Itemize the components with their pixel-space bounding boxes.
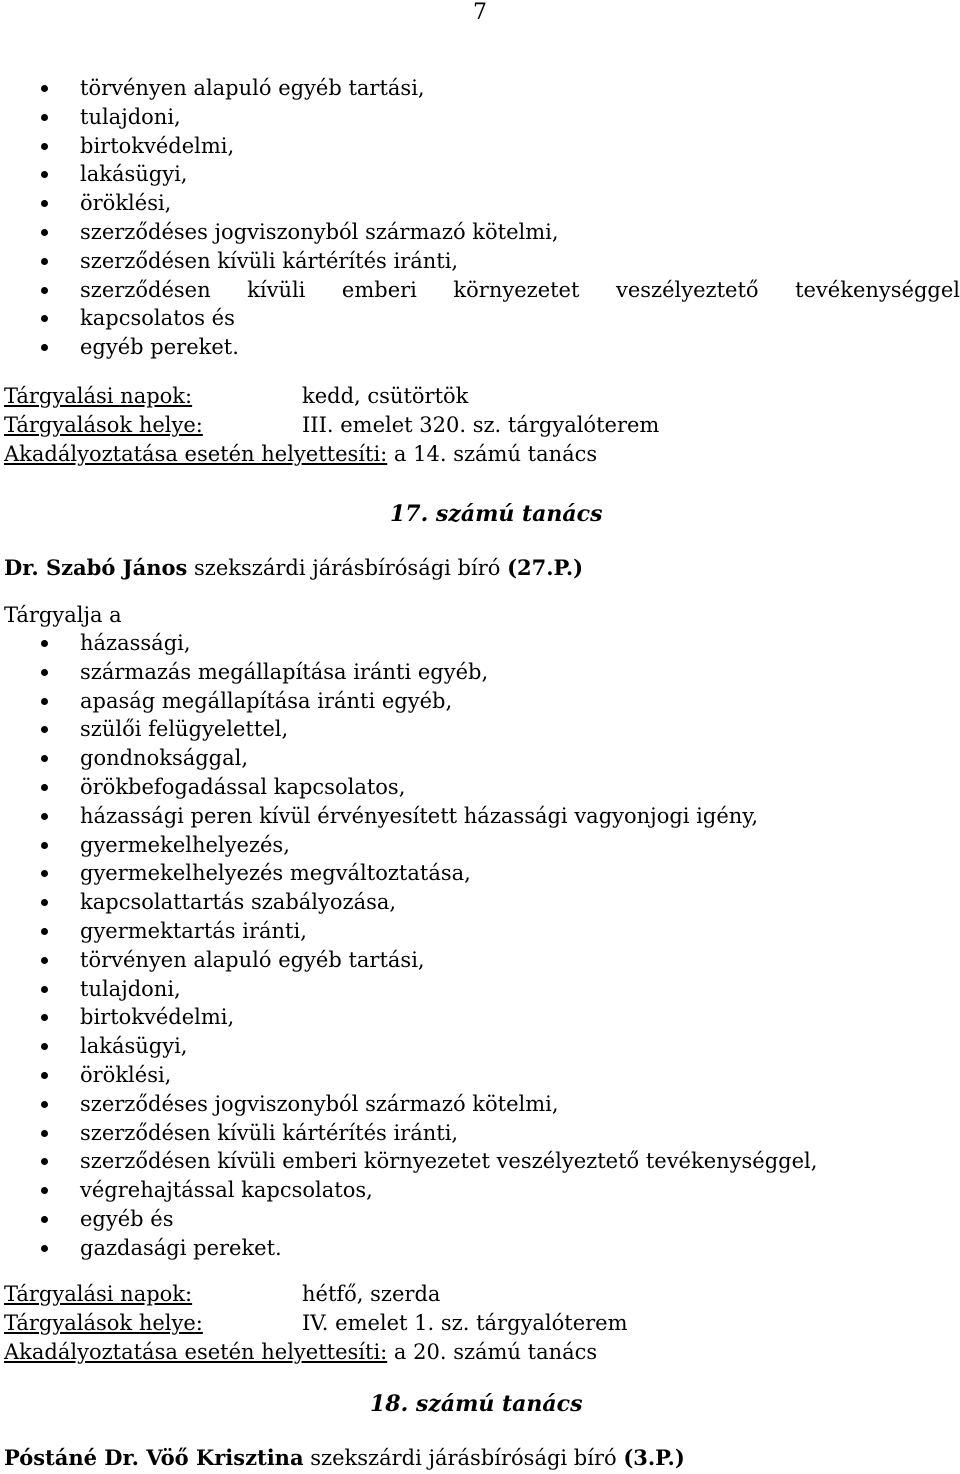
list-item-text: házassági,	[80, 631, 191, 655]
list-item-text: házassági peren kívül érvényesített házassági vagyonjogi igény,	[80, 803, 759, 828]
list-item-text: szerződéses jogviszonyból származó kötelmi,	[80, 1091, 559, 1116]
bullet-icon	[41, 784, 48, 791]
bullet-icon	[41, 986, 48, 993]
list-item-word: környezetet	[453, 277, 580, 302]
bullet-icon	[41, 85, 48, 92]
list-item	[0, 304, 960, 333]
list-item-text: öröklési,	[80, 191, 172, 216]
bullet-icon	[41, 287, 48, 294]
list-item	[0, 1176, 960, 1205]
list-item-word: veszélyeztető	[615, 277, 759, 302]
list-item-text: gyermekelhelyezés megváltoztatása,	[80, 861, 471, 886]
list-item	[0, 1147, 960, 1176]
list-item-word: emberi	[341, 277, 417, 302]
bullet-icon	[41, 315, 48, 322]
list-item	[0, 946, 960, 975]
list-item-text: birtokvédelmi,	[80, 1005, 235, 1030]
list-item	[0, 218, 960, 247]
hearing-place-row-1	[4, 411, 660, 440]
council-17-intro: Tárgyalja a	[4, 603, 122, 627]
bullet-icon	[41, 200, 48, 207]
substitute-row-1	[4, 440, 597, 469]
bullet-icon	[41, 842, 48, 849]
council-18-heading: 18. számú tanács	[370, 1391, 583, 1417]
hearing-place-value: IV. emelet 1. sz. tárgyalóterem	[302, 1311, 628, 1335]
substitute-row-2	[4, 1338, 597, 1367]
list-item-text: apaság megállapítása iránti egyéb,	[80, 688, 453, 713]
council-18-judge	[4, 1443, 685, 1473]
list-item	[0, 773, 960, 802]
hearing-days-row-1	[4, 382, 469, 411]
list-item-text: származás megállapítása iránti egyéb,	[80, 659, 489, 684]
bullet-icon	[41, 698, 48, 705]
bullet-icon	[41, 640, 48, 647]
list-item-word: szerződésen	[80, 277, 211, 302]
list-item-text: egyéb és	[80, 1206, 174, 1231]
bullet-icon	[41, 1072, 48, 1079]
judge-code: (27.P.)	[507, 555, 584, 580]
bullet-icon	[41, 114, 48, 121]
list-item	[0, 658, 960, 687]
bullet-icon	[41, 1101, 48, 1108]
list-item	[0, 276, 960, 305]
list-item	[0, 1205, 960, 1234]
list-item	[0, 1032, 960, 1061]
list-item-text: gondnoksággal,	[80, 746, 249, 771]
justified-line	[80, 276, 960, 305]
bullet-icon	[41, 171, 48, 178]
hearing-days-value: kedd, csütörtök	[302, 384, 469, 408]
list-item	[0, 189, 960, 218]
bullet-icon	[41, 229, 48, 236]
list-item	[0, 975, 960, 1004]
list-item-text: szerződésen kívüli kártérítés iránti,	[80, 248, 459, 273]
hearing-days-label: Tárgyalási napok:	[4, 384, 193, 408]
page-number: 7	[473, 0, 487, 25]
hearing-place-value: III. emelet 320. sz. tárgyalóterem	[302, 413, 660, 437]
list-item-word: tevékenységgel	[795, 277, 960, 302]
bullet-icon	[41, 813, 48, 820]
list-item-text: szülői felügyelettel,	[80, 717, 289, 742]
list-item	[0, 1090, 960, 1119]
bullet-icon	[41, 344, 48, 351]
judge-code: (3.P.)	[623, 1445, 685, 1470]
list-item-text: öröklési,	[80, 1062, 172, 1087]
substitute-value: a 14. számú tanács	[387, 442, 598, 466]
list-item-text: lakásügyi,	[80, 162, 188, 187]
list-item-text: szerződésen kívüli emberi környezetet veszélyeztető tevékenységgel,	[80, 1149, 818, 1174]
list-item	[0, 333, 960, 362]
list-item-text: végrehajtással kapcsolatos,	[80, 1178, 373, 1203]
list-item-text: törvényen alapuló egyéb tartási,	[80, 76, 425, 100]
bullet-icon	[41, 870, 48, 877]
list-item-text: gyermektartás iránti,	[80, 918, 307, 943]
bullet-icon	[41, 928, 48, 935]
list-item-text: örökbefogadással kapcsolatos,	[80, 774, 406, 799]
list-item-text: kapcsolatos és	[80, 306, 235, 331]
judge-title: szekszárdi járásbírósági bíró	[303, 1446, 624, 1470]
bullet-icon	[41, 899, 48, 906]
list-item-text: szerződéses jogviszonyból származó kötelmi,	[80, 219, 559, 244]
list-item-text: tulajdoni,	[80, 976, 181, 1001]
list-item	[0, 687, 960, 716]
list-item-text: tulajdoni,	[80, 104, 181, 129]
list-item-text: egyéb pereket.	[80, 335, 239, 360]
substitute-label: Akadályoztatása esetén helyettesíti:	[4, 442, 388, 466]
hearing-days-value: hétfő, szerda	[302, 1282, 441, 1306]
substitute-label: Akadályoztatása esetén helyettesíti:	[4, 1340, 388, 1364]
list-item	[0, 859, 960, 888]
hearing-place-label: Tárgyalások helye:	[4, 1311, 203, 1335]
list-item	[0, 1234, 960, 1263]
hearing-days-label: Tárgyalási napok:	[4, 1282, 193, 1306]
list-item	[0, 160, 960, 189]
bullet-icon	[41, 1158, 48, 1165]
bullet-icon	[41, 957, 48, 964]
list-item	[0, 802, 960, 831]
bullet-icon	[41, 1130, 48, 1137]
list-item-text: lakásügyi,	[80, 1034, 188, 1059]
bullet-icon	[41, 1245, 48, 1252]
bullet-icon	[41, 1216, 48, 1223]
list-item	[0, 917, 960, 946]
list-item	[0, 74, 960, 103]
council-17-judge	[4, 553, 583, 583]
hearing-place-label: Tárgyalások helye:	[4, 413, 203, 437]
list-item-text: birtokvédelmi,	[80, 133, 235, 158]
judge-name: Dr. Szabó János	[4, 555, 188, 580]
judge-title: szekszárdi járásbírósági bíró	[187, 556, 508, 580]
list-item	[0, 103, 960, 132]
case-type-list-2	[0, 629, 960, 1263]
bullet-icon	[41, 669, 48, 676]
bullet-icon	[41, 1014, 48, 1021]
list-item	[0, 1119, 960, 1148]
bullet-icon	[41, 143, 48, 150]
list-item-text: kapcsolattartás szabályozása,	[80, 890, 397, 915]
list-item	[0, 1003, 960, 1032]
list-item-text: gyermekelhelyezés,	[80, 832, 290, 857]
list-item	[0, 831, 960, 860]
list-item	[0, 629, 960, 658]
list-item	[0, 715, 960, 744]
list-item	[0, 247, 960, 276]
hearing-place-row-2	[4, 1309, 628, 1338]
council-17-heading: 17. számú tanács	[390, 501, 603, 527]
bullet-icon	[41, 726, 48, 733]
list-item	[0, 888, 960, 917]
bullet-icon	[41, 258, 48, 265]
list-item-text: szerződésen kívüli kártérítés iránti,	[80, 1120, 459, 1145]
list-item	[0, 132, 960, 161]
hearing-days-row-2	[4, 1280, 441, 1309]
judge-name: Póstáné Dr. Vöő Krisztina	[4, 1445, 304, 1470]
substitute-value: a 20. számú tanács	[387, 1340, 598, 1364]
bullet-icon	[41, 755, 48, 762]
list-item	[0, 1061, 960, 1090]
list-item-word: kívüli	[247, 277, 306, 302]
list-item	[0, 744, 960, 773]
bullet-icon	[41, 1187, 48, 1194]
bullet-icon	[41, 1043, 48, 1050]
list-item-text: törvényen alapuló egyéb tartási,	[80, 947, 425, 972]
list-item-text: gazdasági pereket.	[80, 1235, 282, 1260]
case-type-list-1	[0, 74, 960, 362]
